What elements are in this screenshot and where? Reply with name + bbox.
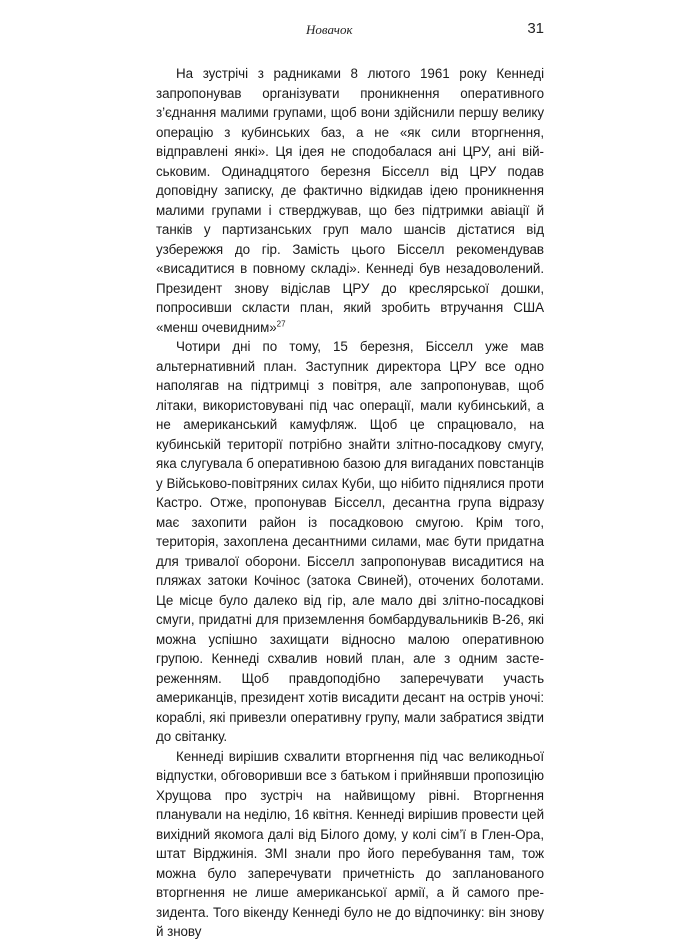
paragraph (156, 337, 544, 747)
page-header (156, 20, 544, 44)
body-text (156, 64, 544, 942)
paragraph (156, 64, 544, 337)
page-number: 31 (527, 20, 544, 37)
paragraph-text: Кеннеді вирішив схвалити вторгнення під час великодньої відпустки, обговоривши все з батьком і прийнявши пропозицію Хрущова про зустріч на найвищому рівні. Вторгнення планували на неділю, 16 квітня. Кеннеді вирішив провести цей вихідний якомога далі від Білого дому, у колі сім’ї в Глен-Ора, штат Вірджинія. ЗМІ знали про його перебування там, тож можна було заперечувати причетність до запланованого вторгнення не лише американської армії, а й самого президента. Того вікенду Кеннеді було не до відпочинку: він знову й знову (156, 748, 544, 939)
paragraph-text: Чотири дні по тому, 15 березня, Бісселл уже мав альтернативний план. Заступник директора ЦРУ все одно наполягав на підтримці з повітря, але запропонував, щоб літаки, використовувані під час операції, мали кубинський, а не американський камуфляж. Щоб це спрацювало, на кубинській території потрібно знайти злітно-посадкову смугу, яка слугувала б оперативною базою для вигаданих повстанців у Військово-повітряних силах Куби, що нібито піднялися проти Кастро. Отже, пропонував Бісселл, десантна група відразу має захопити район із посадковою смугою. Крім того, територія, захоплена десантними силами, має бути придатна для тривалої оборони. Бісселл запропонував висадитися на пляжах затоки Кочінос (затока Свиней), оточених болотами. Це місце було далеко від гір, але мало дві злітно-посадкові смуги, придатні для приземлення бомбардувальників B-26, які можна успішно захищати відносно малою оперативною групою. Кеннеді схвалив новий план, але з одним застереженням. Щоб правдоподібно заперечувати участь американців, президент хотів висадити десант на острів уночі: кораблі, які привезли оперативну групу, мали забратися звідти до світанку. (156, 339, 544, 744)
running-title: Новачок (306, 22, 353, 37)
footnote-marker: 27 (276, 319, 286, 329)
paragraph-text: На зустрічі з радниками 8 лютого 1961 року Кеннеді запропонував організувати проникнення оперативного з’єднання малими групами, щоб вони здійснили першу велику операцію з кубинських баз, а не «як сили вторгнення, відправлені янкі». Ця ідея не сподобалася ані ЦРУ, ані військовим. Одинадцятого березня Бісселл від ЦРУ подав доповідну записку, де фактично відкидав ідею проникнення малими групами і стверджував, що без підтримки авіації й танків у партизанських груп мало шансів дістатися від узбережжя до гір. Замість цього Бісселл рекомендував «висадитися в повному складі». Кеннеді був незадоволений. Президент знову відіслав ЦРУ до креслярської дошки, попросивши скласти план, який зробить втручання США «менш очевидним» (156, 66, 544, 335)
paragraph (156, 747, 544, 942)
